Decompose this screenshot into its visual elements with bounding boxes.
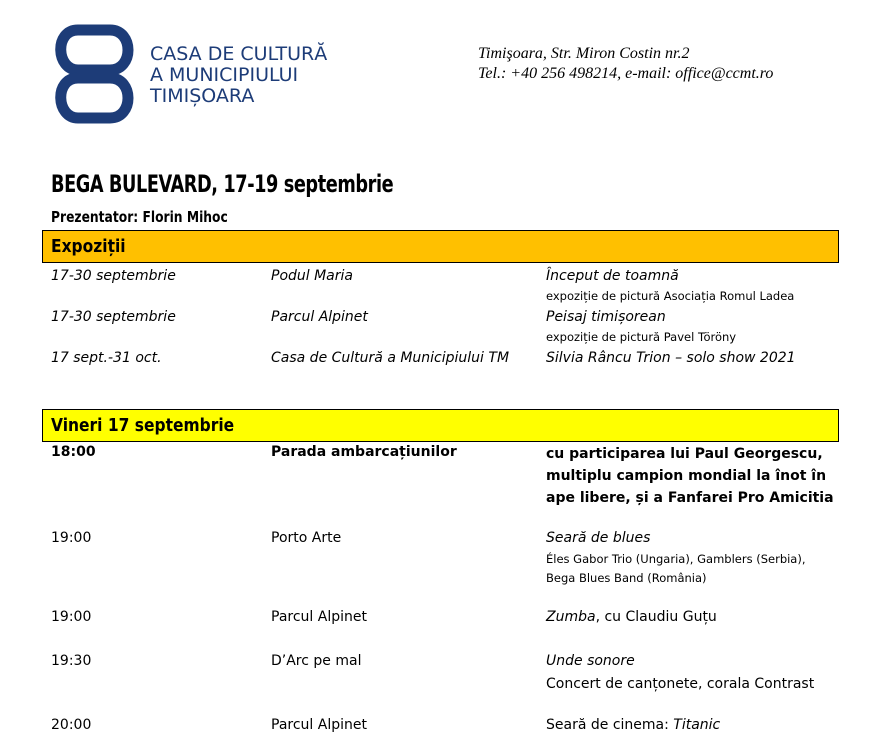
exhibit-date: 17 sept.-31 oct. bbox=[51, 350, 162, 366]
event-title bbox=[546, 715, 720, 735]
event-place: D’Arc pe mal bbox=[271, 653, 362, 669]
section-title: Expoziții bbox=[51, 236, 126, 257]
event-subtitle-line: Bega Blues Band (România) bbox=[546, 571, 707, 585]
event-description-line: ape libere, și a Fanfarei Pro Amicitia bbox=[546, 490, 834, 506]
contact-info bbox=[478, 44, 773, 84]
presenter: Prezentator: Florin Mihoc bbox=[51, 208, 228, 226]
event-title: Seară de blues bbox=[546, 530, 651, 546]
event-title bbox=[546, 607, 717, 627]
logo-text bbox=[150, 44, 327, 107]
event-time: 19:00 bbox=[51, 609, 92, 625]
exhibit-subtitle: expoziție de pictură Pavel Töröny bbox=[546, 330, 737, 344]
event-title-prefix: Seară de cinema: bbox=[546, 717, 674, 733]
exhibit-title: Început de toamnă bbox=[546, 268, 679, 284]
event-title: BEGA BULEVARD, 17-19 septembrie bbox=[51, 170, 394, 198]
exhibit-date: 17-30 septembrie bbox=[51, 268, 176, 284]
event-description-line: cu participarea lui Paul Georgescu, bbox=[546, 446, 823, 462]
event-place: Parada ambarcațiunilor bbox=[271, 444, 457, 460]
event-time: 19:00 bbox=[51, 530, 92, 546]
section-header-expozitii bbox=[42, 230, 839, 263]
section-header-vineri bbox=[42, 409, 839, 442]
event-description-line: multiplu campion mondial la înot în bbox=[546, 468, 827, 484]
event-place: Parcul Alpinet bbox=[271, 717, 367, 733]
event-title-rest: , cu Claudiu Guțu bbox=[595, 609, 717, 625]
event-time: 18:00 bbox=[51, 444, 96, 460]
event-time: 20:00 bbox=[51, 717, 92, 733]
event-title-italic: Zumba bbox=[546, 609, 596, 625]
logo-line-3: TIMIȘOARA bbox=[150, 85, 255, 107]
event-place: Parcul Alpinet bbox=[271, 609, 367, 625]
logo-line-2: A MUNICIPIULUI bbox=[150, 64, 299, 86]
event-title-italic: Titanic bbox=[673, 717, 721, 733]
event-extra: Concert de canțonete, corala Contrast bbox=[546, 676, 815, 692]
event-subtitle-line: Éles Gabor Trio (Ungaria), Gamblers (Serbia), bbox=[546, 552, 806, 566]
exhibit-title: Silvia Râncu Trion – solo show 2021 bbox=[546, 350, 796, 366]
exhibit-place: Podul Maria bbox=[271, 268, 353, 284]
phone-email: Tel.: +40 256 498214, e-mail: office@ccmt.ro bbox=[478, 65, 774, 82]
event-title: Unde sonore bbox=[546, 653, 635, 669]
exhibit-date: 17-30 septembrie bbox=[51, 309, 176, 325]
event-time: 19:30 bbox=[51, 653, 92, 669]
exhibit-title: Peisaj timișorean bbox=[546, 309, 666, 325]
event-description bbox=[546, 443, 834, 509]
address: Timişoara, Str. Miron Costin nr.2 bbox=[478, 45, 690, 62]
logo-line-1: CASA DE CULTURĂ bbox=[150, 43, 328, 65]
event-place: Porto Arte bbox=[271, 530, 342, 546]
event-subtitle bbox=[546, 550, 806, 588]
exhibit-place: Casa de Cultură a Municipiului TM bbox=[271, 350, 510, 366]
exhibit-subtitle: expoziție de pictură Asociația Romul Ladea bbox=[546, 289, 795, 303]
exhibit-place: Parcul Alpinet bbox=[271, 309, 368, 325]
casa-de-cultura-logo-icon bbox=[48, 22, 140, 126]
section-title: Vineri 17 septembrie bbox=[51, 415, 235, 436]
